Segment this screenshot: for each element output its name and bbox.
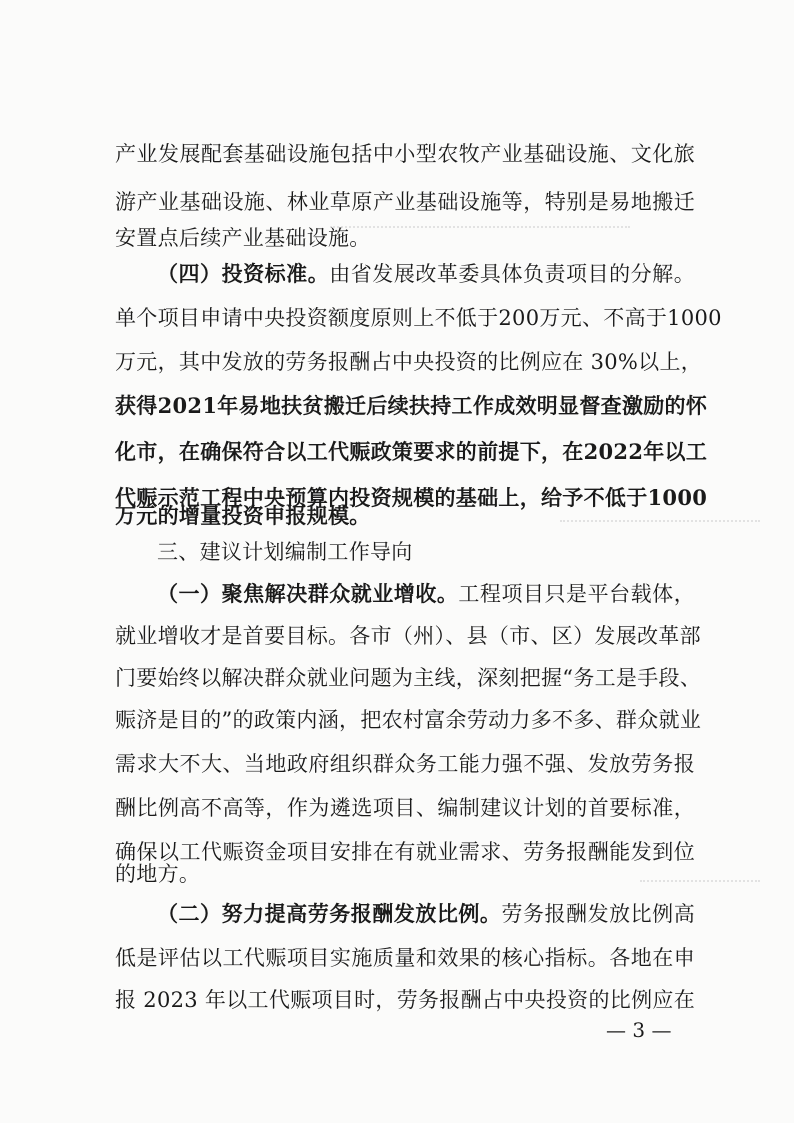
line-text: 报 2023 年以工代赈项目时，劳务报酬占中央投资的比例应在 — [115, 988, 695, 1012]
line-text: 低是评估以工代赈项目实施质量和效果的核心指标。各地在申 — [115, 946, 695, 970]
body-line — [115, 614, 701, 658]
section-heading-line — [157, 892, 695, 936]
body-line — [115, 132, 695, 176]
section-heading: （一）聚焦解决群众就业增收。 — [157, 581, 459, 606]
section-heading-line — [157, 252, 695, 296]
section-heading: （四）投资标准。 — [157, 261, 330, 286]
line-text: 赈济是目的”的政策内涵，把农村富余劳动力多不多、群众就业 — [115, 708, 702, 732]
line-text: 门要始终以解决群众就业问题为主线，深刻把握“务工是手段、 — [115, 666, 702, 690]
section-heading-line — [157, 572, 695, 616]
chapter-heading-text: 三、建议计划编制工作导向 — [157, 540, 413, 564]
line-text: 由省发展改革委具体负责项目的分解。 — [329, 262, 695, 286]
bold-text: 万元的增量投资申报规模。 — [115, 503, 371, 528]
page-number: — 3 — — [606, 1018, 672, 1042]
line-text: 需求大不大、当地政府组织群众务工能力强不强、发放劳务报 — [115, 752, 695, 776]
line-text: 产业发展配套基础设施包括中小型农牧产业基础设施、文化旅 — [115, 142, 695, 166]
bold-line — [115, 430, 708, 474]
body-line — [115, 698, 702, 742]
body-line — [115, 852, 695, 896]
bold-text: 获得2021年易地扶贫搬迁后续扶持工作成效明显督查激励的怀 — [115, 393, 708, 418]
body-line — [115, 936, 695, 980]
line-text: 工程项目只是平台载体， — [458, 582, 695, 606]
bold-line — [115, 384, 708, 428]
line-text: 的地方。 — [115, 862, 201, 886]
body-line — [115, 742, 695, 786]
line-text: 安置点后续产业基础设施。 — [115, 226, 371, 250]
chapter-heading — [157, 530, 695, 574]
bold-text: 化市，在确保符合以工代赈政策要求的前提下，在2022年以工 — [115, 439, 708, 464]
line-text: 就业增收才是首要目标。各市（州）、县（市、区）发展改革部 — [115, 624, 701, 648]
line-text: 酬比例高不高等，作为遴选项目、编制建议计划的首要标准， — [115, 796, 695, 820]
body-line — [115, 340, 703, 384]
body-line — [115, 786, 695, 830]
line-text: 游产业基础设施、林业草原产业基础设施等，特别是易地搬迁 — [115, 190, 695, 214]
section-heading: （二）努力提高劳务报酬发放比例。 — [157, 901, 502, 926]
body-line — [115, 296, 722, 340]
line-text: 劳务报酬发放比例高 — [501, 902, 695, 926]
line-text: 确保以工代赈资金项目安排在有就业需求、劳务报酬能发到位 — [115, 840, 695, 864]
line-text: 万元，其中发放的劳务报酬占中央投资的比例应在 30%以上， — [115, 350, 703, 374]
line-text: 单个项目申请中央投资额度原则上不低于200万元、不高于1000 — [115, 306, 722, 330]
bold-text: 代赈示范工程中央预算内投资规模的基础上，给予不低于1000 — [115, 485, 708, 510]
body-line — [115, 656, 702, 700]
